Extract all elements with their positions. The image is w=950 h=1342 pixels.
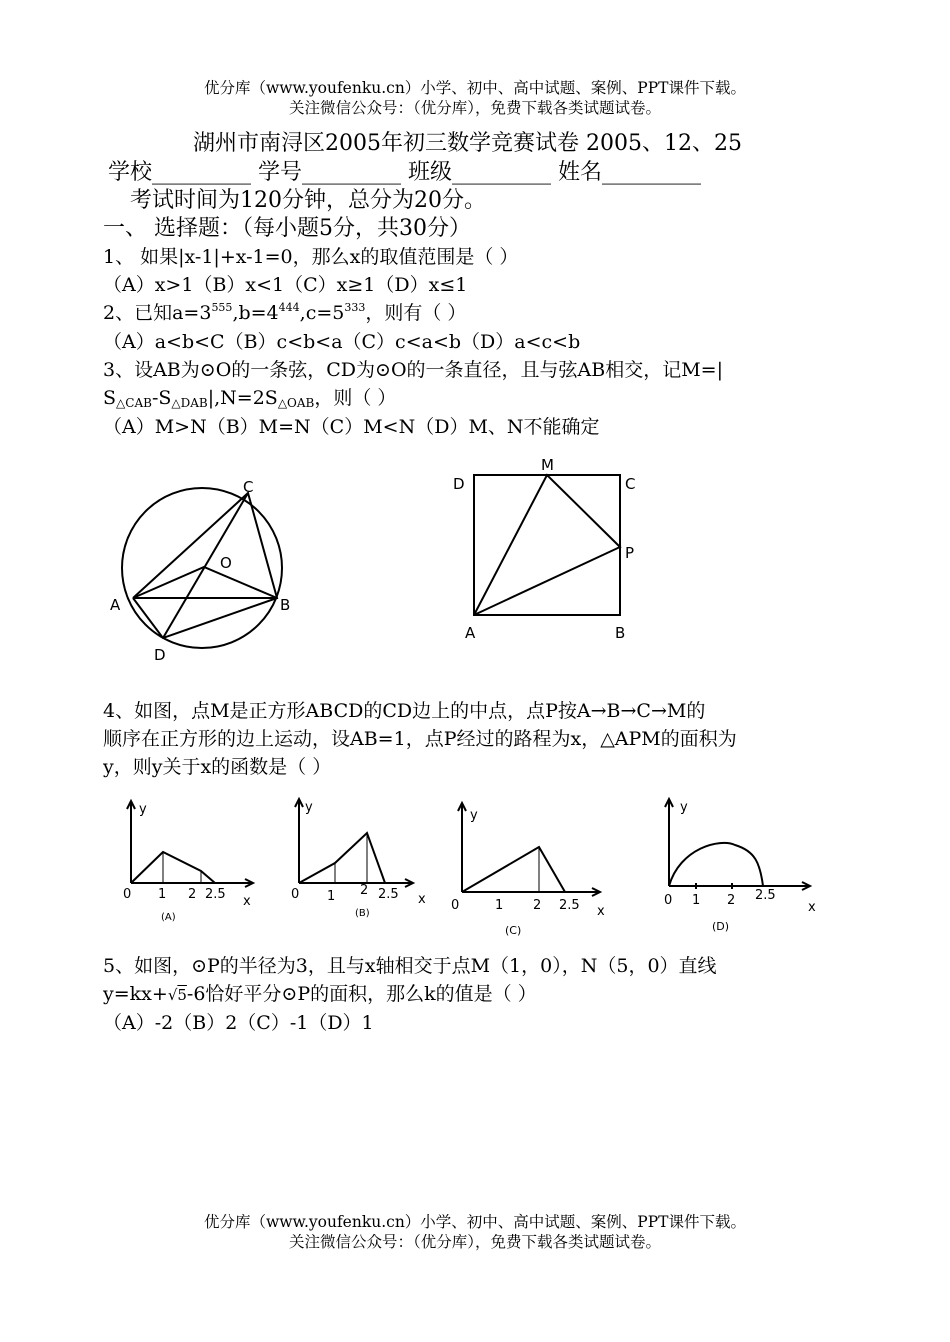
graph-curve [462, 847, 565, 892]
question-3-line-1: 3、设AB为⊙O的一条弦，CD为⊙O的一条直径，且与弦AB相交，记M=| [103, 359, 723, 381]
tick-1: 1 [692, 893, 701, 908]
question-2: 2、已知$a=3^{555},b=4^{444},c=5^{333}$，则有（ ） [103, 301, 467, 324]
question-4-line-1: 4、如图，点M是正方形ABCD的CD边上的中点，点P按A→B→C→M的 [103, 700, 706, 722]
tick-2: 2 [188, 887, 197, 902]
triangle-apm [474, 475, 620, 615]
x-label: x [418, 892, 426, 907]
tick-1: 1 [327, 889, 336, 904]
square-figure [445, 450, 645, 650]
graph-d [650, 793, 825, 933]
question-1: 1、 如果|x-1|+x-1=0，那么x的取值范围是（ ） [103, 246, 519, 268]
y-label: y [305, 800, 313, 815]
question-5-line-2: y=kx+√5-6恰好平分⊙P的面积，那么k的值是（ ） [103, 983, 537, 1005]
question-3-line-2: $S_{\triangle CAB}-S_{\triangle DAB}|,N=2S_{\triangle OAB}$，则（ ） [103, 387, 397, 410]
label-d: D [453, 475, 465, 493]
tick-0: 0 [664, 893, 673, 908]
section-1-heading: 一、 选择题：（每小题5分，共30分） [103, 216, 471, 241]
tick-1: 1 [495, 898, 504, 913]
diameter-cd [163, 493, 248, 638]
graph-b [283, 793, 433, 933]
tick-2-5: 2.5 [205, 887, 226, 902]
label-a: A [110, 596, 121, 614]
graph-caption: (A) [161, 912, 176, 923]
question-2-options: （A）a<b<C（B）c<b<a（C）c<a<b（D）a<c<b [103, 331, 581, 353]
tick-0: 0 [291, 887, 300, 902]
label-m: M [541, 456, 554, 474]
y-label: y [139, 802, 147, 817]
graph-a [115, 795, 265, 935]
question-1-options: （A）x>1（B）x<1（C）x≥1（D）x≤1 [103, 274, 468, 296]
question-3-options: （A）M>N（B）M=N（C）M<N（D）M、N不能确定 [103, 416, 600, 438]
label-d: D [154, 646, 166, 664]
x-label: x [597, 904, 605, 919]
exam-time-line: 考试时间为120分钟，总分为20分。 [130, 188, 486, 213]
header-line-1: 优分库（www.youfenku.cn）小学、初中、高中试题、案例、PPT课件下载。 [203, 79, 747, 97]
y-label: y [470, 808, 478, 823]
x-label: x [243, 894, 251, 909]
label-a: A [465, 624, 476, 642]
graph-curve [669, 843, 763, 886]
exam-title: 湖州市南浔区2005年初三数学竞赛试卷 2005、12、25 [193, 131, 742, 156]
tick-2-5: 2.5 [559, 898, 580, 913]
student-info-line: 学校_________ 学号_________ 班级_________ 姓名_________ [108, 160, 701, 185]
tick-2: 2 [360, 883, 369, 898]
label-b: B [615, 624, 626, 642]
square-abcd [474, 475, 620, 615]
label-c: C [243, 478, 254, 496]
tick-2-5: 2.5 [378, 887, 399, 902]
x-label: x [808, 900, 816, 915]
header-line-2: 关注微信公众号：（优分库），免费下载各类试题试卷。 [288, 99, 661, 117]
tick-2: 2 [727, 893, 736, 908]
footer-line-1: 优分库（www.youfenku.cn）小学、初中、高中试题、案例、PPT课件下载。 [203, 1213, 747, 1231]
graph-caption: (C) [505, 924, 522, 937]
tick-1: 1 [158, 887, 167, 902]
tick-2: 2 [533, 898, 542, 913]
tick-2-5: 2.5 [755, 888, 776, 903]
graph-curve [131, 852, 215, 883]
footer-line-2: 关注微信公众号：（优分库），免费下载各类试题试卷。 [288, 1233, 661, 1251]
question-4-line-3: y，则y关于x的函数是（ ） [103, 756, 332, 778]
label-p: P [625, 544, 635, 562]
question-5-line-1: 5、如图，⊙P的半径为3，且与x轴相交于点M（1，0），N（5，0）直线 [103, 955, 717, 977]
label-c: C [625, 475, 636, 493]
tick-0: 0 [123, 887, 132, 902]
y-label: y [680, 800, 688, 815]
label-o: O [220, 554, 232, 572]
graph-c [445, 797, 615, 942]
label-b: B [280, 596, 291, 614]
graph-caption: (B) [355, 908, 370, 919]
graph-curve [299, 833, 385, 883]
question-4-line-2: 顺序在正方形的边上运动，设AB=1，点P经过的路程为x，△APM的面积为 [103, 728, 737, 750]
question-5-options: （A）-2（B）2（C）-1（D）1 [103, 1012, 374, 1034]
tick-0: 0 [451, 898, 460, 913]
triangle-oab [133, 567, 277, 598]
graph-caption: (D) [712, 920, 730, 933]
circle-figure [100, 470, 300, 670]
